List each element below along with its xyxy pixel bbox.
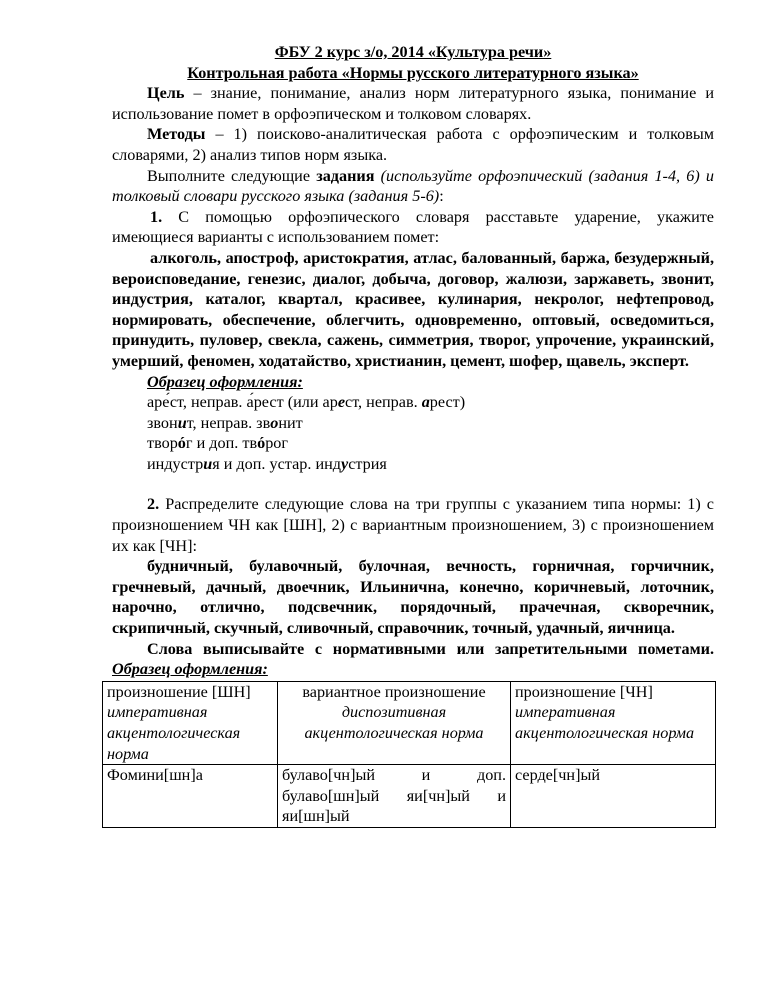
table-cell: серде[чн]ый <box>511 765 716 828</box>
methods-label: Методы <box>147 125 206 144</box>
header-title: произношение [ШН] <box>107 682 251 701</box>
document-subtitle: Контрольная работа «Нормы русского литературного языка» <box>187 63 639 82</box>
header-subtitle: императивная акцентологическая норма <box>515 703 695 742</box>
methods-text: – 1) поисково-аналитическая работа с орфоэпическим и толковым словарями, 2) анализ типов норм языка. <box>112 125 714 164</box>
task1-paragraph <box>112 207 714 248</box>
table-header-cell <box>511 681 716 764</box>
header-title: произношение [ЧН] <box>515 682 653 701</box>
instructions-paragraph <box>112 166 714 207</box>
sample-line: индустрия и доп. устар. индустрия <box>147 454 387 473</box>
sample-table <box>102 681 716 828</box>
task1-word-list: алкоголь, апостроф, аристократия, атлас, балованный, баржа, безудержный, вероисповедание, генезис, диалог, добыча, договор, жалюзи, заржаветь, звонит, индустрия, каталог, квартал, красивее, кулинария, некролог, нефтепровод, нормировать, обеспечение, облегчить, одновременно, оптовый, осведомиться, принудить, пуловер, свекла, сажень, симметрия, творог, упрочение, украинский, умерший, феномен, ходатайство, христианин, цемент, шофер, щавель, эксперт. <box>112 248 714 370</box>
instructions-bold: задания <box>316 166 375 185</box>
instructions-suffix: : <box>439 187 444 206</box>
task1-sample-label: Образец оформления: <box>147 372 303 391</box>
document-title: ФБУ 2 курс з/о, 2014 «Культура речи» <box>274 43 552 61</box>
instructions-prefix: Выполните следующие <box>147 166 317 185</box>
table-header-cell <box>103 681 278 764</box>
task1-text: С помощью орфоэпического словаря расставьте ударение, укажите имеющиеся варианты с использованием помет: <box>112 207 714 247</box>
header-title: вариантное произношение <box>302 682 486 701</box>
document-page <box>107 42 714 828</box>
table-row <box>103 765 716 828</box>
table-cell: Фомини[шн]а <box>103 765 278 828</box>
goal-text: – знание, понимание, анализ норм литературного языка, понимание и использование помет в орфоэпическом и толковом словарях. <box>112 84 714 123</box>
header-subtitle: диспозитивная акцентологическая норма <box>304 703 484 742</box>
instructions-italic: (используйте орфоэпический (задания 1-4, 6) и толковый словари русского языка (задания 5-6) <box>112 166 714 206</box>
header-subtitle: императивная акцентологическая норма <box>107 703 241 763</box>
table-header-row <box>103 681 716 764</box>
task2-number: 2. <box>147 495 160 514</box>
sample-line: аре́ст, неправ. а́рест (или арест, неправ. арест) <box>147 393 466 412</box>
task2-paragraph <box>112 494 714 556</box>
task2-text: Распределите следующие слова на три группы с указанием типа нормы: 1) с произношением ЧН как [ШН], 2) с вариантным произношением, 3) с произношением их как [ЧН]: <box>112 495 714 555</box>
spacer <box>112 474 714 494</box>
task1-number: 1. <box>150 207 163 226</box>
table-header-cell <box>278 681 511 764</box>
table-cell: булаво[чн]ый и доп. булаво[шн]ый яи[чн]ый и яи[шн]ый <box>278 765 511 828</box>
sample-line: творóг и доп. твóрог <box>147 434 289 453</box>
task2-note <box>112 639 714 680</box>
goal-paragraph <box>112 83 714 124</box>
task2-word-list: будничный, булавочный, булочная, вечность, горничная, горчичник, гречневый, дачный, двоечник, Ильинична, конечно, коричневый, лоточник, нарочно, отлично, подсвечник, порядочный, прачечная, скворечник, скрипичный, скучный, сливочный, справочник, точный, удачный, яичница. <box>112 557 714 638</box>
task2-note-bold: Слова выписывайте с нормативными или запретительными пометами. <box>147 639 714 658</box>
task2-sample-label: Образец оформления: <box>112 660 268 679</box>
sample-line: звонит, неправ. звонит <box>147 413 303 432</box>
goal-label: Цель <box>147 84 185 103</box>
methods-paragraph <box>112 124 714 165</box>
